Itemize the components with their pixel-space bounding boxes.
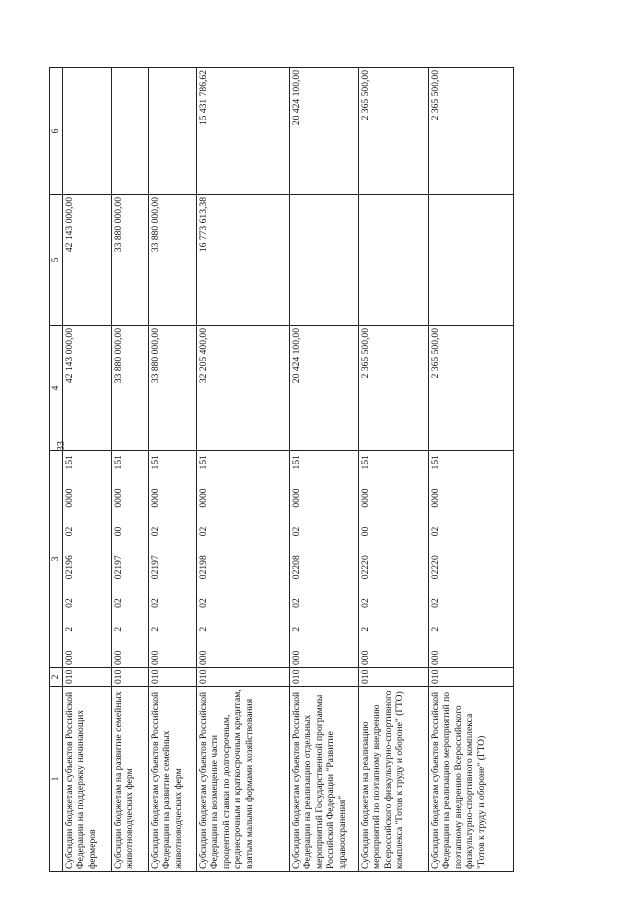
amount-cell-col5 bbox=[429, 195, 514, 326]
budget-code bbox=[430, 453, 441, 665]
code-part: 2 bbox=[360, 626, 371, 632]
amount-cell-col6: 15 431 786,62 bbox=[197, 68, 290, 195]
row-name-cell: Субсидии бюджетам на реализацию мероприятий по поэтапному внедрению Всероссийского физкультурно-спортивного комплекса "Готов к труду и обороне" (ГТО) bbox=[359, 687, 429, 872]
row-name-cell: Субсидии бюджетам субъектов Российской Федерации на возмещение части процентной ставки по долгосрочным, среднесрочным и краткосрочным кредитам, взятым малыми формами хозяйствования bbox=[197, 687, 290, 872]
code-part: 2 bbox=[113, 626, 124, 632]
amount-cell-col5 bbox=[290, 195, 359, 326]
code-part: 0000 bbox=[198, 488, 209, 508]
code-part: 02 bbox=[150, 598, 161, 608]
code-part: 02208 bbox=[291, 555, 302, 580]
table-row bbox=[149, 68, 197, 872]
code-part: 2 bbox=[430, 626, 441, 632]
amount-cell-col4: 42 143 000,00 bbox=[63, 326, 112, 451]
table-row bbox=[112, 68, 149, 872]
table-row bbox=[429, 68, 514, 872]
budget-code-cell bbox=[149, 451, 197, 668]
budget-code-cell bbox=[290, 451, 359, 668]
code-part: 02197 bbox=[113, 555, 124, 580]
code-part: 02 bbox=[291, 598, 302, 608]
code-part: 02 bbox=[430, 598, 441, 608]
col-header-2: 2 bbox=[50, 668, 63, 687]
table-row bbox=[290, 68, 359, 872]
admin-code-cell: 010 bbox=[149, 668, 197, 687]
budget-code-cell bbox=[429, 451, 514, 668]
page-number: 33 bbox=[56, 441, 67, 451]
amount-cell-col5: 42 143 000,00 bbox=[63, 195, 112, 326]
budget-code bbox=[64, 453, 75, 665]
col-header-1: 1 bbox=[50, 687, 63, 872]
amount-cell-col6 bbox=[63, 68, 112, 195]
budget-code-cell bbox=[63, 451, 112, 668]
col-header-5: 5 bbox=[50, 195, 63, 326]
table-row bbox=[359, 68, 429, 872]
code-part: 151 bbox=[360, 455, 371, 470]
code-part: 0000 bbox=[291, 488, 302, 508]
code-part: 000 bbox=[150, 650, 161, 665]
budget-table bbox=[49, 67, 514, 872]
code-part: 0000 bbox=[430, 488, 441, 508]
table-row bbox=[63, 68, 112, 872]
code-part: 151 bbox=[430, 455, 441, 470]
amount-cell-col6: 20 424 100,00 bbox=[290, 68, 359, 195]
code-part: 000 bbox=[198, 650, 209, 665]
budget-code bbox=[150, 453, 161, 665]
code-part: 2 bbox=[64, 626, 75, 632]
code-part: 00 bbox=[360, 526, 371, 537]
code-part: 2 bbox=[198, 626, 209, 632]
code-part: 02198 bbox=[198, 555, 209, 580]
amount-cell-col5 bbox=[359, 195, 429, 326]
admin-code-cell: 010 bbox=[197, 668, 290, 687]
code-part: 02196 bbox=[64, 555, 75, 580]
code-part: 151 bbox=[113, 455, 124, 470]
amount-cell-col4: 2 365 500,00 bbox=[429, 326, 514, 451]
row-name-cell: Субсидии бюджетам субъектов Российской Федерации на поддержку начинающих фермеров bbox=[63, 687, 112, 872]
code-part: 000 bbox=[64, 650, 75, 665]
code-part: 02 bbox=[64, 526, 75, 537]
admin-code-cell: 010 bbox=[63, 668, 112, 687]
code-part: 02 bbox=[113, 598, 124, 608]
code-part: 0000 bbox=[150, 488, 161, 508]
code-part: 0000 bbox=[360, 488, 371, 508]
code-part: 02220 bbox=[430, 555, 441, 580]
row-name-cell: Субсидии бюджетам субъектов Российской Федерации на реализацию мероприятий по поэтапному внедрению Всероссийского физкультурно-спортивного комплекса "Готов к труду и обороне" (ГТО) bbox=[429, 687, 514, 872]
col-header-4: 4 bbox=[50, 326, 63, 451]
amount-cell-col5: 16 773 613,38 bbox=[197, 195, 290, 326]
code-part: 151 bbox=[64, 455, 75, 470]
col-header-3: 3 bbox=[50, 451, 63, 668]
amount-cell-col6: 2 365 500,00 bbox=[359, 68, 429, 195]
code-part: 02 bbox=[198, 526, 209, 537]
table-row bbox=[197, 68, 290, 872]
amount-cell-col5: 33 880 000,00 bbox=[112, 195, 149, 326]
amount-cell-col5: 33 880 000,00 bbox=[149, 195, 197, 326]
header-row bbox=[50, 68, 63, 872]
budget-code-cell bbox=[112, 451, 149, 668]
row-name-cell: Субсидии бюджетам субъектов Российской Федерации на реализацию отдельных мероприятий Государственной программы Российской Федерации "Развитие здравоохранения" bbox=[290, 687, 359, 872]
amount-cell-col4: 2 365 500,00 bbox=[359, 326, 429, 451]
code-part: 000 bbox=[360, 650, 371, 665]
amount-cell-col6: 2 365 500,00 bbox=[429, 68, 514, 195]
row-name-cell: Субсидии бюджетам на развитие семейных животноводческих ферм bbox=[112, 687, 149, 872]
code-part: 02 bbox=[291, 526, 302, 537]
admin-code-cell: 010 bbox=[359, 668, 429, 687]
budget-code-cell bbox=[197, 451, 290, 668]
code-part: 02 bbox=[198, 598, 209, 608]
budget-code bbox=[291, 453, 302, 665]
amount-cell-col4: 32 205 400,00 bbox=[197, 326, 290, 451]
code-part: 02 bbox=[360, 598, 371, 608]
code-part: 02197 bbox=[150, 555, 161, 580]
amount-cell-col4: 33 880 000,00 bbox=[112, 326, 149, 451]
code-part: 02220 bbox=[360, 555, 371, 580]
budget-code-cell bbox=[359, 451, 429, 668]
col-header-6: 6 bbox=[50, 68, 63, 195]
code-part: 00 bbox=[113, 526, 124, 537]
code-part: 000 bbox=[291, 650, 302, 665]
admin-code-cell: 010 bbox=[112, 668, 149, 687]
code-part: 0000 bbox=[64, 488, 75, 508]
code-part: 02 bbox=[430, 526, 441, 537]
code-part: 000 bbox=[113, 650, 124, 665]
code-part: 151 bbox=[150, 455, 161, 470]
code-part: 0000 bbox=[113, 488, 124, 508]
code-part: 151 bbox=[291, 455, 302, 470]
amount-cell-col6 bbox=[112, 68, 149, 195]
code-part: 2 bbox=[150, 626, 161, 632]
code-part: 151 bbox=[198, 455, 209, 470]
code-part: 2 bbox=[291, 626, 302, 632]
admin-code-cell: 010 bbox=[290, 668, 359, 687]
code-part: 02 bbox=[150, 526, 161, 537]
budget-code bbox=[113, 453, 124, 665]
budget-code bbox=[198, 453, 209, 665]
amount-cell-col6 bbox=[149, 68, 197, 195]
budget-code bbox=[360, 453, 371, 665]
row-name-cell: Субсидии бюджетам субъектов Российской Федерации на развитие семейных животноводческих ферм bbox=[149, 687, 197, 872]
admin-code-cell: 010 bbox=[429, 668, 514, 687]
amount-cell-col4: 33 880 000,00 bbox=[149, 326, 197, 451]
code-part: 000 bbox=[430, 650, 441, 665]
amount-cell-col4: 20 424 100,00 bbox=[290, 326, 359, 451]
code-part: 02 bbox=[64, 598, 75, 608]
